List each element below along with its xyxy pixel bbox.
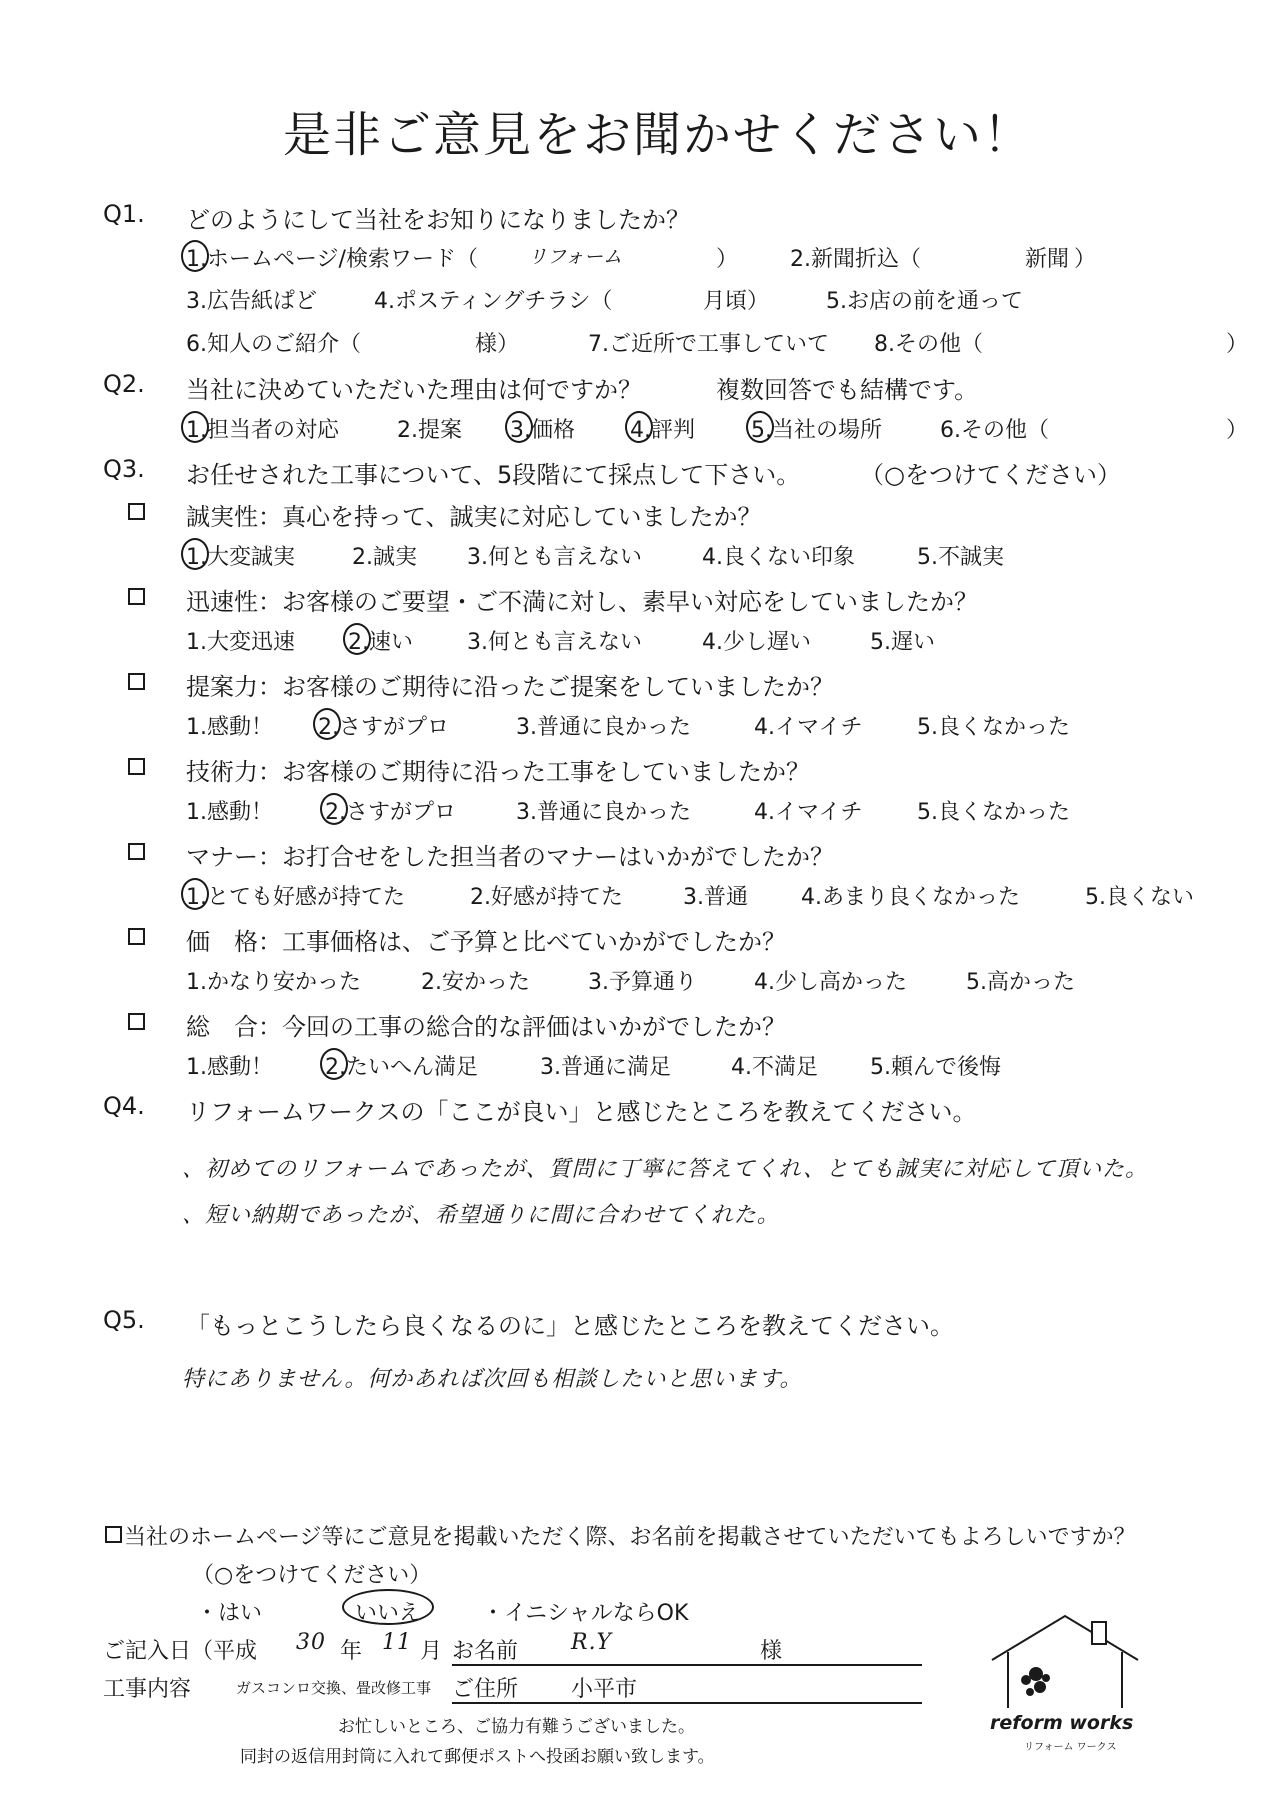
- selected-circle-mark: [625, 411, 653, 443]
- q1-option-4-month: 月頃）: [703, 289, 770, 314]
- q3-item-option[interactable]: 3.予算通り: [588, 970, 697, 995]
- q3-question: お任せされた工事について、5段階にて採点して下さい。: [186, 461, 801, 489]
- q1-option-5[interactable]: 5.お店の前を通って: [826, 289, 1023, 314]
- consent-checkbox[interactable]: [105, 1526, 122, 1547]
- reform-works-logo: [980, 1612, 1150, 1753]
- name-value: R.Y: [571, 1630, 613, 1655]
- q3-item-option[interactable]: 3.普通に良かった: [516, 800, 691, 825]
- q3-item-option[interactable]: 4.少し高かった: [754, 970, 907, 995]
- q3-item-option[interactable]: 1.かなり安かった: [186, 970, 361, 995]
- q3-item-option[interactable]: 3.何とも言えない: [467, 545, 642, 570]
- q3-item-option[interactable]: 2.誠実: [352, 545, 417, 570]
- q3-item-checkbox[interactable]: [128, 503, 145, 524]
- q3-item-option[interactable]: 2.さすがプロ: [325, 800, 456, 825]
- q2-option-6[interactable]: 6.その他（: [940, 418, 1049, 443]
- q3-item-option[interactable]: 3.普通に良かった: [516, 715, 691, 740]
- q1-option-1-close: ）: [716, 247, 739, 272]
- q1-option-2-answer: 新聞: [1025, 247, 1070, 272]
- selected-circle-mark: [343, 623, 371, 655]
- q2-option-1[interactable]: 1.担当者の対応: [186, 418, 339, 443]
- q1-option-8[interactable]: 8.その他（: [874, 332, 983, 357]
- selected-circle-mark: [181, 240, 209, 272]
- q3-item-option[interactable]: 2.さすがプロ: [318, 715, 449, 740]
- q5-answer: 特にありません。何かあれば次回も相談したいと思います。: [182, 1367, 803, 1392]
- q3-item-option[interactable]: 2.安かった: [421, 970, 530, 995]
- date-year-value: 30: [296, 1630, 326, 1655]
- q3-item-option[interactable]: 1.感動！: [186, 1055, 273, 1080]
- q3-item-option[interactable]: 1.感動！: [186, 715, 273, 740]
- q1-option-2-close: ）: [1074, 247, 1097, 272]
- selected-circle-mark: [313, 708, 341, 740]
- date-month-unit: 月: [420, 1639, 443, 1664]
- date-year-unit: 年: [340, 1639, 363, 1664]
- q5-number: Q5.: [103, 1306, 145, 1334]
- q2-option-3[interactable]: 3.価格: [510, 418, 575, 443]
- selected-circle-mark: [181, 878, 209, 910]
- q2-number: Q2.: [103, 370, 145, 398]
- consent-initial-option[interactable]: ・イニシャルならOK: [482, 1601, 689, 1626]
- q3-item-option[interactable]: 5.頼んで後悔: [870, 1055, 1001, 1080]
- q3-item-option[interactable]: 3.普通: [683, 885, 748, 910]
- q3-item-question: 総 合：今回の工事の総合的な評価はいかがでしたか？: [186, 1013, 786, 1041]
- consent-yes-option[interactable]: ・はい: [196, 1601, 263, 1626]
- date-label: ご記入日（平成: [103, 1639, 258, 1664]
- q4-number: Q4.: [103, 1092, 145, 1120]
- consent-note: （○をつけてください）: [192, 1563, 432, 1588]
- q1-option-4[interactable]: 4.ポスティングチラシ（: [374, 289, 613, 314]
- q3-item-option[interactable]: 2.たいへん満足: [325, 1055, 478, 1080]
- footer-thanks: お忙しいところ、ご協力有難うございました。: [338, 1717, 695, 1737]
- footer-instructions: 同封の返信用封筒に入れて郵便ポストへ投函お願い致します。: [240, 1747, 715, 1767]
- q3-item-option[interactable]: 4.イマイチ: [754, 715, 863, 740]
- selected-circle-mark: [181, 538, 209, 570]
- q3-item-question: 技術力：お客様のご期待に沿った工事をしていましたか？: [186, 758, 810, 786]
- q2-note: 複数回答でも結構です。: [716, 376, 979, 404]
- house-logo-icon: [980, 1612, 1150, 1712]
- q2-option-6-close: ）: [1226, 418, 1249, 443]
- selected-circle-mark: [505, 411, 533, 443]
- name-underline: [452, 1664, 922, 1666]
- q3-item-checkbox[interactable]: [128, 928, 145, 949]
- q3-item-option[interactable]: 4.少し遅い: [702, 630, 811, 655]
- q3-item-option[interactable]: 2.速い: [348, 630, 413, 655]
- q3-item-checkbox[interactable]: [128, 1013, 145, 1034]
- q1-question: どのようにして当社をお知りになりましたか？: [186, 206, 690, 234]
- q3-item-checkbox[interactable]: [128, 758, 145, 779]
- consent-question: 当社のホームページ等にご意見を掲載いただく際、お名前を掲載させていただいてもよろしいですか？: [124, 1525, 1136, 1550]
- q1-option-6-sama: 様）: [475, 332, 520, 357]
- consent-no-option[interactable]: いいえ: [355, 1601, 422, 1626]
- q1-option-1[interactable]: 1.ホームページ/検索ワード（: [186, 247, 478, 272]
- q3-number: Q3.: [103, 455, 145, 483]
- q2-option-2[interactable]: 2.提案: [397, 418, 462, 443]
- q1-option-7[interactable]: 7.ご近所で工事していて: [588, 332, 829, 357]
- selected-circle-mark: [181, 411, 209, 443]
- q3-item-option[interactable]: 4.あまり良くなかった: [801, 885, 1020, 910]
- q2-question: 当社に決めていただいた理由は何ですか？: [186, 376, 642, 404]
- q3-item-option[interactable]: 5.不誠実: [917, 545, 1004, 570]
- q3-item-option[interactable]: 1.とても好感が持てた: [186, 885, 405, 910]
- q3-item-question: 提案力：お客様のご期待に沿ったご提案をしていましたか？: [186, 673, 834, 701]
- q3-item-question: マナー：お打合せをした担当者のマナーはいかがでしたか？: [186, 843, 834, 871]
- q3-item-checkbox[interactable]: [128, 673, 145, 694]
- logo-subtitle: リフォーム ワークス: [1024, 1742, 1117, 1753]
- q1-option-3[interactable]: 3.広告紙ぱど: [186, 289, 317, 314]
- q3-note: （○をつけてください）: [860, 461, 1121, 489]
- q1-option-6[interactable]: 6.知人のご紹介（: [186, 332, 361, 357]
- q3-item-checkbox[interactable]: [128, 843, 145, 864]
- q3-item-question: 迅速性：お客様のご要望・ご不満に対し、素早い対応をしていましたか？: [186, 588, 978, 616]
- q3-item-option[interactable]: 5.高かった: [966, 970, 1075, 995]
- q3-item-option[interactable]: 5.良くない: [1085, 885, 1194, 910]
- selected-circle-mark: [320, 793, 348, 825]
- q3-item-option[interactable]: 2.好感が持てた: [470, 885, 623, 910]
- q3-item-option[interactable]: 1.大変迅速: [186, 630, 295, 655]
- q3-item-option[interactable]: 4.イマイチ: [754, 800, 863, 825]
- name-label: お名前: [452, 1639, 519, 1664]
- address-underline: [452, 1702, 922, 1704]
- q3-item-option[interactable]: 3.何とも言えない: [467, 630, 642, 655]
- q3-item-option[interactable]: 4.不満足: [731, 1055, 818, 1080]
- q3-item-option[interactable]: 5.遅い: [870, 630, 935, 655]
- q4-answer-line-1: 、初めてのリフォームであったが、質問に丁寧に答えてくれ、とても誠実に対応して頂いた。: [182, 1157, 1149, 1182]
- q3-item-option[interactable]: 5.良くなかった: [917, 715, 1070, 740]
- q5-question: 「もっとこうしたら良くなるのに」と感じたところを教えてください。: [186, 1312, 954, 1340]
- date-month-value: 11: [382, 1630, 412, 1655]
- page-title: 是非ご意見をお聞かせください！: [283, 107, 1034, 163]
- work-value: ガスコンロ交換、畳改修工事: [236, 1679, 432, 1697]
- logo-name: reform works: [990, 1712, 1134, 1734]
- q3-item-option[interactable]: 1.大変誠実: [186, 545, 295, 570]
- work-label: 工事内容: [103, 1677, 192, 1702]
- selected-circle-mark: [342, 1589, 434, 1625]
- q3-item-option[interactable]: 5.良くなかった: [917, 800, 1070, 825]
- name-sama: 様: [760, 1639, 783, 1664]
- q3-item-question: 誠実性：真心を持って、誠実に対応していましたか？: [186, 503, 762, 531]
- q1-option-8-close: ）: [1226, 332, 1249, 357]
- q2-option-5[interactable]: 5.当社の場所: [751, 418, 882, 443]
- q1-number: Q1.: [103, 200, 145, 228]
- q4-question: リフォームワークスの「ここが良い」と感じたところを教えてください。: [186, 1098, 977, 1126]
- selected-circle-mark: [746, 411, 774, 443]
- q3-item-option[interactable]: 3.普通に満足: [540, 1055, 671, 1080]
- address-value: 小平市: [571, 1677, 638, 1702]
- q1-option-2[interactable]: 2.新聞折込（: [790, 247, 921, 272]
- q2-option-4[interactable]: 4.評判: [630, 418, 695, 443]
- q3-item-option[interactable]: 1.感動！: [186, 800, 273, 825]
- q3-item-checkbox[interactable]: [128, 588, 145, 609]
- address-label: ご住所: [452, 1677, 519, 1702]
- q4-answer-line-2: 、短い納期であったが、希望通りに間に合わせてくれた。: [182, 1203, 780, 1228]
- q3-item-question: 価 格：工事価格は、ご予算と比べていかがでしたか？: [186, 928, 786, 956]
- q3-item-option[interactable]: 4.良くない印象: [702, 545, 855, 570]
- q1-option-1-answer: リフォーム: [528, 246, 623, 268]
- selected-circle-mark: [320, 1048, 348, 1080]
